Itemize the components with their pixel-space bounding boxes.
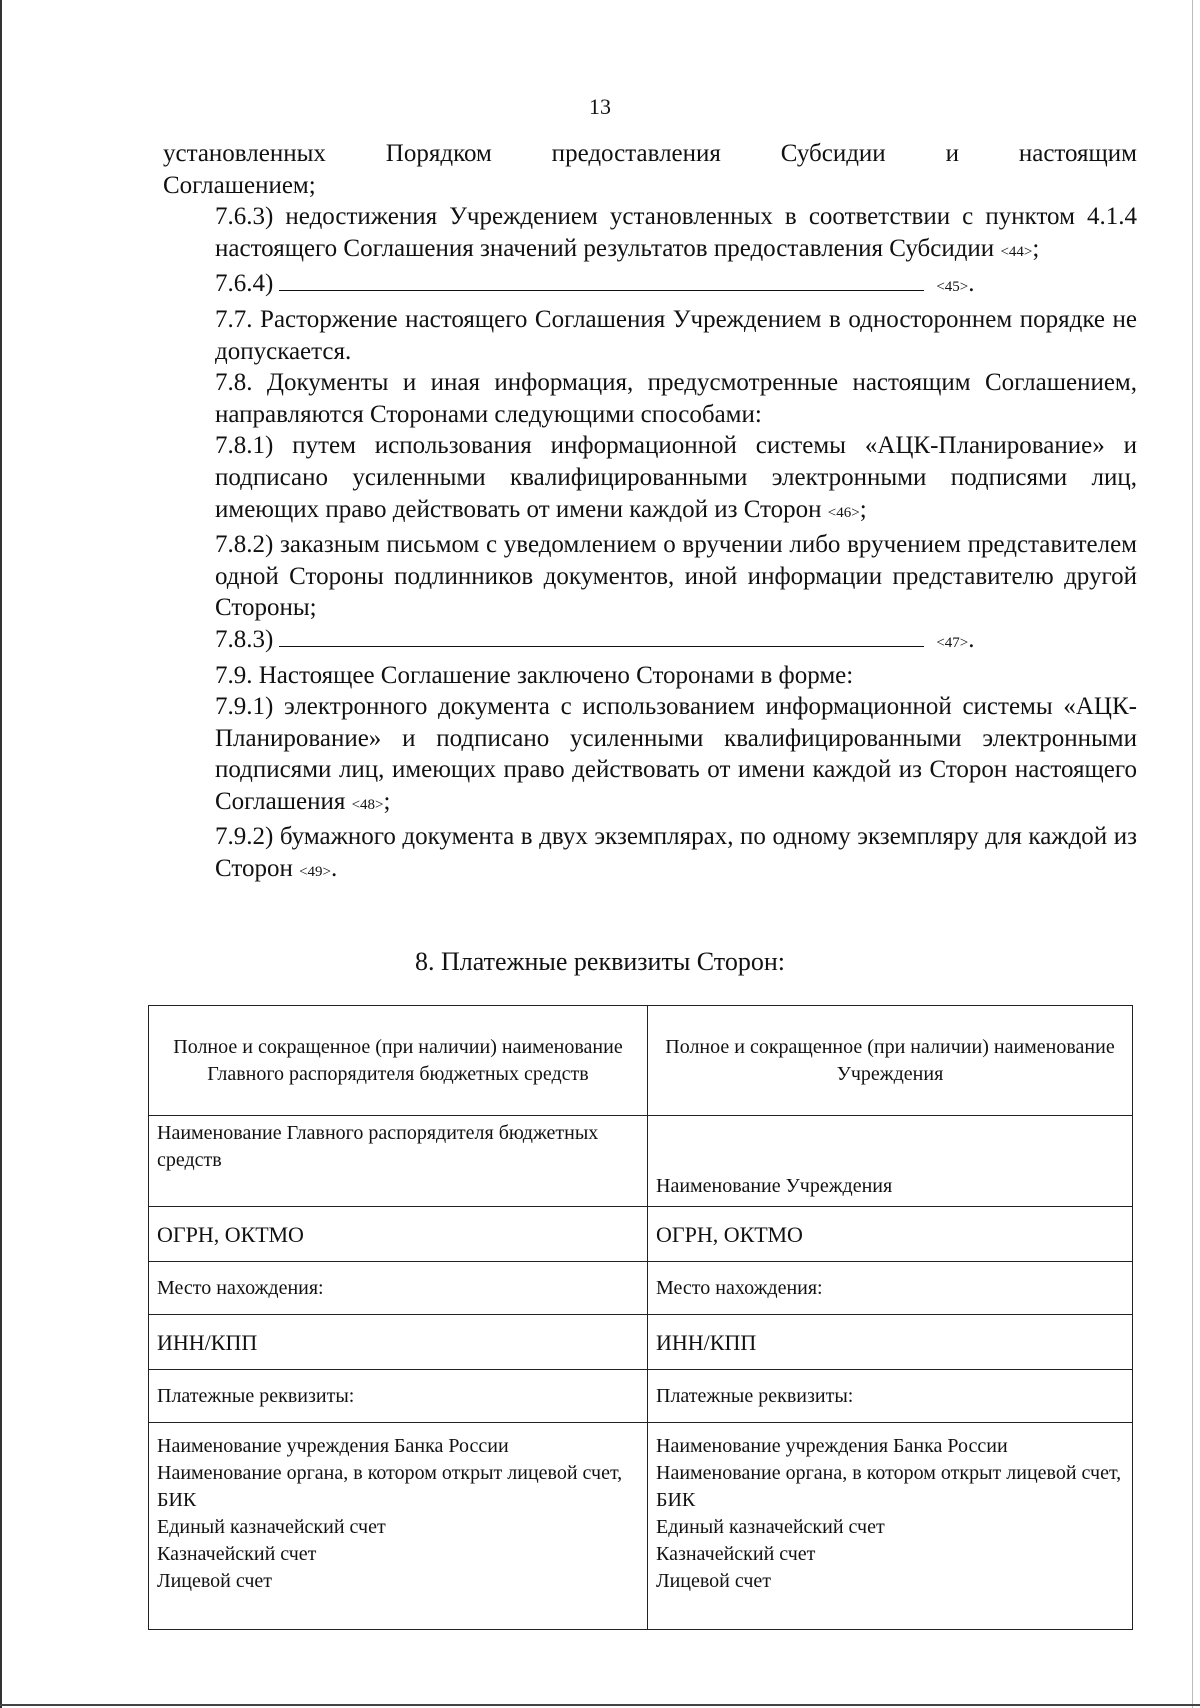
scan-edge-left	[0, 0, 2, 1708]
place-right: Место нахождения:	[648, 1262, 1133, 1315]
bank-line: Единый казначейский счет	[656, 1516, 885, 1538]
table-row	[149, 1315, 1133, 1370]
bank-right	[648, 1423, 1133, 1630]
clause-7-9-1: 7.9.1) электронного документа с использованием информационной системы «АЦК-Планирование» и подписано усиленными квалифицированными электронными подписями лиц, имеющих право действовать от имени каждой из Сторон настоящего Соглашения <48>;	[215, 693, 1137, 815]
header-right: Полное и сокращенное (при наличии) наименование Учреждения	[648, 1006, 1133, 1116]
bank-line: Единый казначейский счет	[157, 1516, 386, 1538]
scan-edge-right	[1192, 0, 1193, 1708]
clause-7-6-4: 7.6.4) <45> .	[215, 270, 975, 298]
bank-left	[149, 1423, 648, 1630]
document-body	[163, 138, 1137, 889]
table-header-row	[149, 1006, 1133, 1116]
bank-line: Лицевой счет	[656, 1570, 772, 1592]
table-row	[149, 1262, 1133, 1315]
bank-line: Наименование органа, в котором открыт лицевой счет, БИК	[656, 1462, 1122, 1511]
name-left: Наименование Главного распорядителя бюджетных средств	[149, 1116, 648, 1207]
pay-left: Платежные реквизиты:	[149, 1370, 648, 1423]
name-right: Наименование Учреждения	[648, 1116, 1133, 1207]
header-left: Полное и сокращенное (при наличии) наименование Главного распорядителя бюджетных средств	[149, 1006, 648, 1116]
pay-right: Платежные реквизиты:	[648, 1370, 1133, 1423]
section-title: 8. Платежные реквизиты Сторон:	[415, 947, 785, 976]
payment-details-table	[148, 1005, 1133, 1630]
place-left: Место нахождения:	[149, 1262, 648, 1315]
table-row	[149, 1423, 1133, 1630]
paragraph-continuation-end: Соглашением;	[163, 171, 316, 199]
clause-7-9-2: 7.9.2) бумажного документа в двух экземплярах, по одному экземпляру для каждой из Сторон <49>.	[215, 823, 1137, 883]
fill-in-blank	[279, 268, 924, 291]
scan-edge-bottom	[0, 1704, 1200, 1706]
bank-line: Наименование учреждения Банка России	[656, 1435, 1008, 1457]
clause-7-8-2: 7.8.2) заказным письмом с уведомлением о вручении либо вручением представителем одной Стороны подлинников документов, иной информации представителю другой Стороны;	[215, 531, 1137, 622]
clause-7-8-1: 7.8.1) путем использования информационной системы «АЦК-Планирование» и подписано усиленными квалифицированными электронными подписями лиц, имеющих право действовать от имени каждой из Сторон <46>;	[215, 432, 1137, 523]
clause-7-9: 7.9. Настоящее Соглашение заключено Сторонами в форме:	[215, 661, 854, 689]
table-row	[149, 1116, 1133, 1207]
paragraph-continuation: установленных Порядком предоставления Субсидии и настоящим	[163, 140, 1137, 167]
bank-line: Казначейский счет	[656, 1543, 816, 1565]
bank-line: Лицевой счет	[157, 1570, 273, 1592]
bank-line: Казначейский счет	[157, 1543, 317, 1565]
inn-right: ИНН/КПП	[648, 1315, 1133, 1370]
ogrn-left: ОГРН, ОКТМО	[149, 1207, 648, 1262]
table-row	[149, 1370, 1133, 1423]
fill-in-blank	[279, 624, 924, 647]
clause-7-7: 7.7. Расторжение настоящего Соглашения Учреждением в одностороннем порядке не допускается.	[215, 305, 1137, 365]
bank-line: Наименование органа, в котором открыт лицевой счет, БИК	[157, 1462, 623, 1511]
table-row	[149, 1207, 1133, 1262]
ogrn-right: ОГРН, ОКТМО	[648, 1207, 1133, 1262]
clause-7-8: 7.8. Документы и иная информация, предусмотренные настоящим Соглашением, направляются Сторонами следующими способами:	[215, 369, 1137, 428]
clause-7-6-3: 7.6.3) недостижения Учреждением установленных в соответствии с пунктом 4.1.4 настоящего Соглашения значений результатов предоставления Субсидии <44>;	[215, 203, 1137, 262]
bank-line: Наименование учреждения Банка России	[157, 1435, 509, 1457]
page-number: 13	[589, 94, 611, 119]
inn-left: ИНН/КПП	[149, 1315, 648, 1370]
clause-7-8-3: 7.8.3) <47> .	[215, 625, 975, 653]
